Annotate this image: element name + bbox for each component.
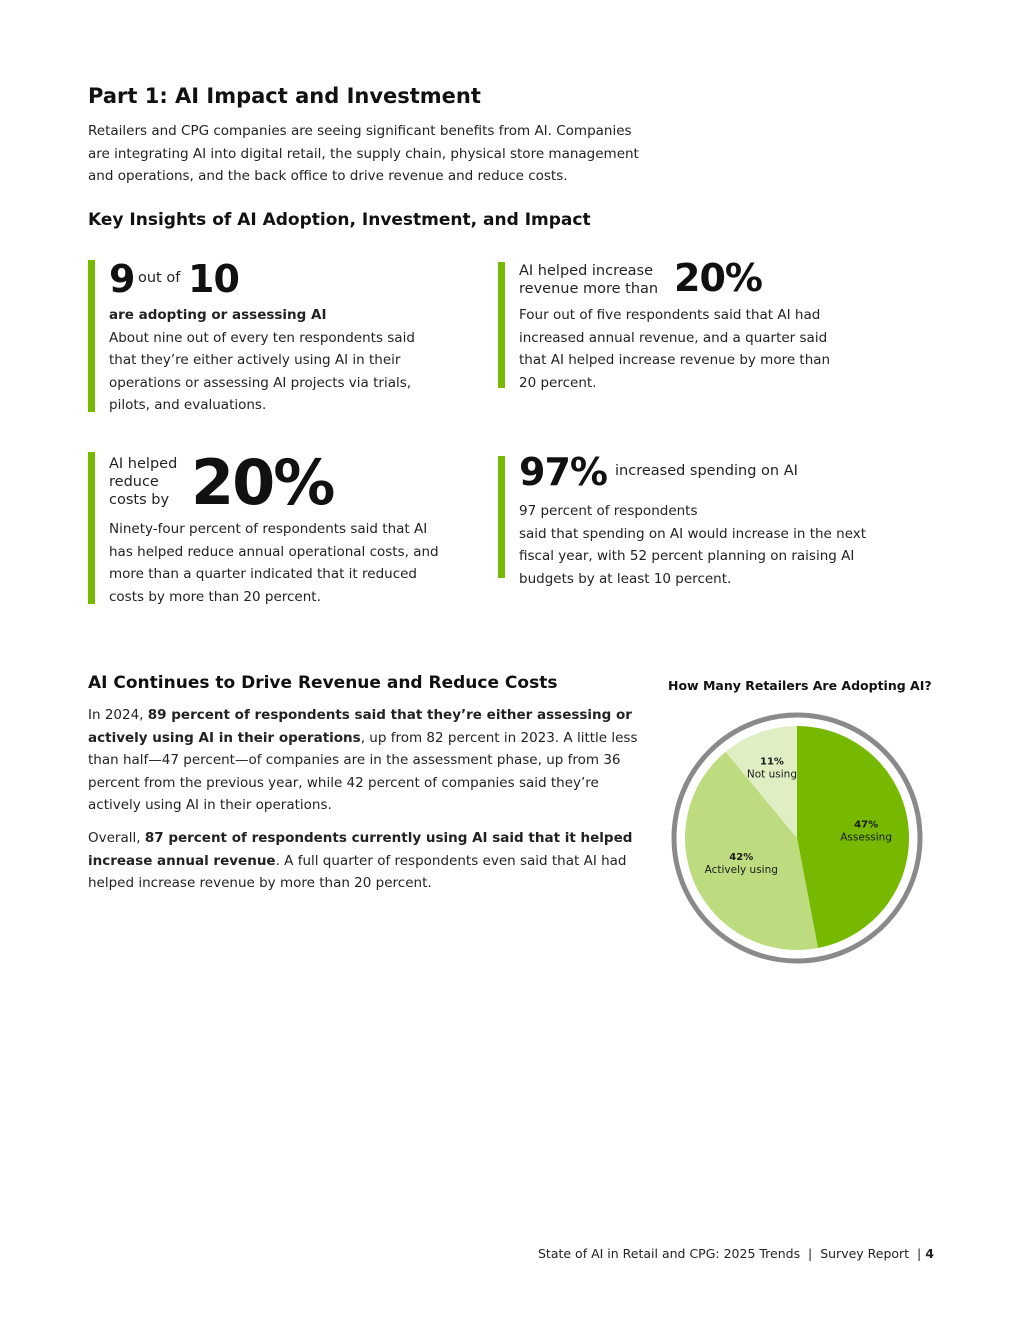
adoption-pie-chart	[668, 708, 928, 968]
insight-card-costs	[88, 446, 448, 605]
p2-bold: 87 percent of respondents currently using AI said that it helped increase annual revenue	[88, 830, 633, 869]
stat-ten: 10	[188, 257, 239, 301]
card3-label	[109, 455, 177, 509]
card2-label-line1: AI helped increase	[519, 263, 653, 279]
card2-body: Four out of five respondents said that AI had increased annual revenue, and a quarter said that AI helped increase revenue by more than 20 percent.	[519, 307, 831, 391]
insight-card-adoption	[88, 257, 448, 413]
page-footer	[538, 1246, 934, 1261]
chart-title: How Many Retailers Are Adopting AI?	[668, 678, 932, 693]
section2-paragraph-2	[88, 827, 638, 895]
card3-body: Ninety-four percent of respondents said that AI has helped reduce annual operational costs, and more than a quarter indicated that it reduced costs by more than 20 percent.	[109, 521, 439, 605]
accent-bar	[498, 262, 505, 388]
accent-bar	[498, 456, 505, 578]
pie-value-label: 11%	[759, 756, 784, 768]
p2-pre: Overall,	[88, 830, 145, 846]
card1-subhead: are adopting or assessing AI	[109, 307, 327, 323]
card1-body: About nine out of every ten respondents said that they’re either actively using AI in their operations or assessing AI projects via trials, pilots, and evaluations.	[109, 329, 415, 413]
card4-label: increased spending on AI	[615, 463, 798, 479]
stat-costs-20: 20%	[191, 446, 334, 519]
pie-category-label: Assessing	[840, 831, 893, 844]
pie-value-label: 42%	[729, 852, 754, 864]
stat-out-of: out of	[138, 270, 181, 286]
section2-paragraph-1	[88, 704, 638, 817]
p1-post: , up from 82 percent in 2023. A little less than half—47 percent—of companies are in the assessment phase, up from 36 percent from the previous year, while 42 percent of companies said they’re actively using AI in their operations.	[88, 729, 638, 813]
page-title: Part 1: AI Impact and Investment	[88, 84, 481, 108]
card4-body-line1: 97 percent of respondents	[519, 503, 698, 519]
p1-bold: 89 percent of respondents said that they’re either assessing or actively using AI in their operations	[88, 707, 632, 746]
pie-value-label: 47%	[854, 819, 879, 831]
pie-category-label: Actively using	[704, 864, 778, 877]
pie-category-label: Not using	[746, 768, 798, 781]
card3-label-line1: AI helped	[109, 456, 178, 472]
insights-heading: Key Insights of AI Adoption, Investment, and Impact	[88, 210, 591, 230]
stat-nine: 9	[109, 257, 135, 301]
p2-post: . A full quarter of respondents even said that AI had helped increase revenue by more than 20 percent.	[88, 852, 627, 891]
insight-card-spending	[498, 450, 898, 587]
card3-label-line3: costs by	[109, 492, 170, 508]
card3-label-line2: reduce	[109, 474, 159, 490]
card2-label	[519, 262, 658, 298]
stat-revenue-20: 20%	[674, 256, 762, 300]
card2-label-line2: revenue more than	[519, 281, 659, 297]
accent-bar	[88, 260, 95, 412]
stat-97: 97%	[519, 450, 607, 494]
section2-heading: AI Continues to Drive Revenue and Reduce Costs	[88, 673, 558, 693]
accent-bar	[88, 452, 95, 604]
page-number: 4	[925, 1246, 934, 1261]
insight-card-revenue	[498, 256, 858, 391]
p1-pre: In 2024,	[88, 707, 148, 723]
footer-text: State of AI in Retail and CPG: 2025 Trends | Survey Report |	[538, 1246, 922, 1261]
intro-paragraph: Retailers and CPG companies are seeing significant benefits from AI. Companies are integrating AI into digital retail, the supply chain, physical store management and operations, and the back office to drive revenue and reduce costs.	[88, 123, 639, 184]
card4-body: said that spending on AI would increase in the next fiscal year, with 52 percent planning on raising AI budgets by at least 10 percent.	[519, 525, 867, 587]
